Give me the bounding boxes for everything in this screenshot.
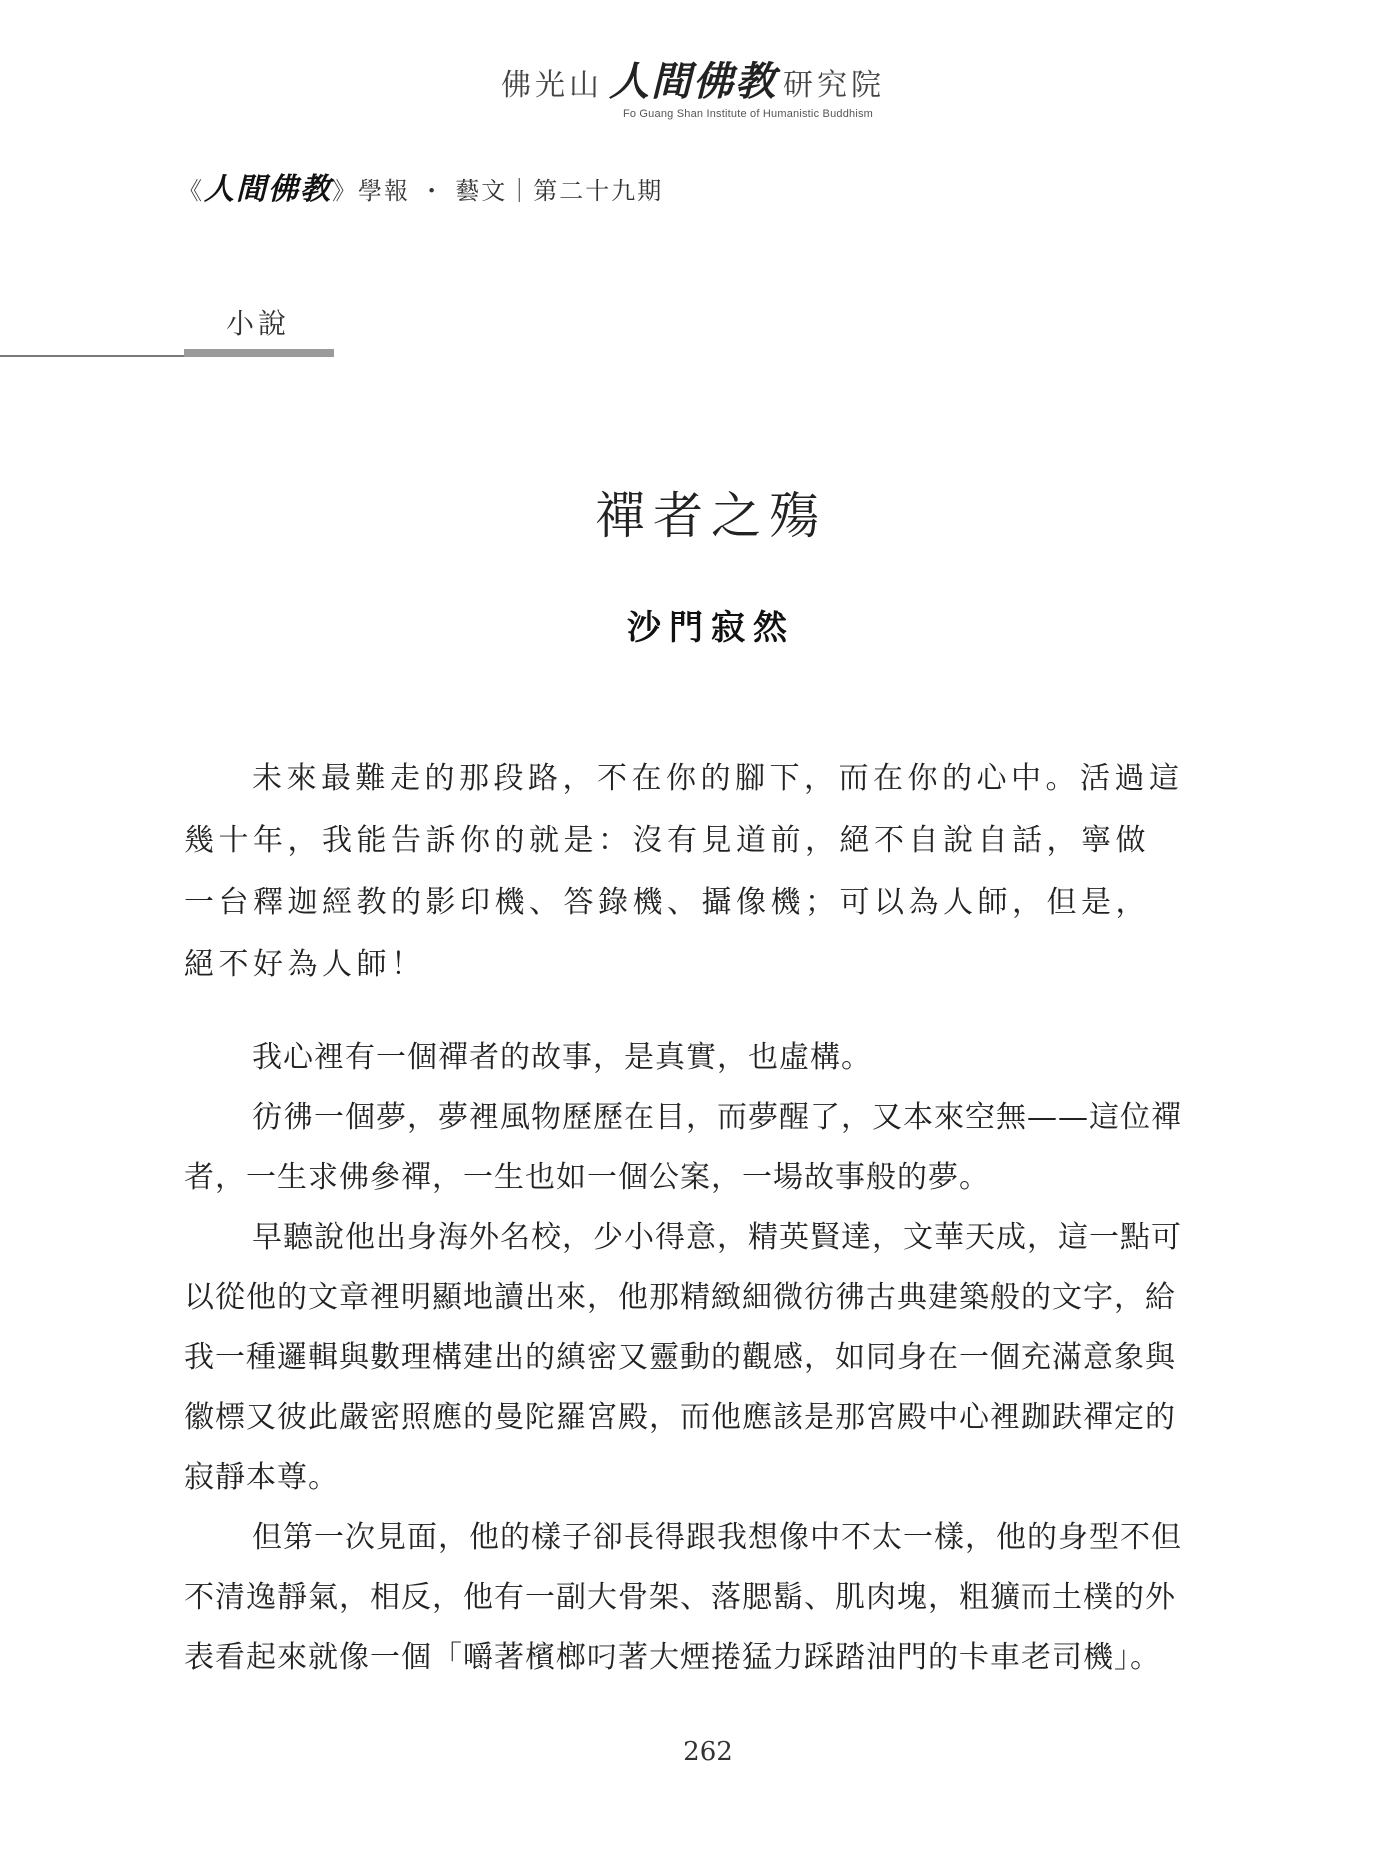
page-number: 262 (683, 1737, 733, 1767)
paragraph: 早聽說他出身海外名校，少小得意，精英賢達，文華天成，這一點可以從他的文章裡明顯地讀出來，他那精緻細微彷彿古典建築般的文字，給我一種邏輯與數理構建出的縝密又靈動的觀感，如同身在一個充滿意象與徽標又彼此嚴密照應的曼陀羅宮殿，而他應該是那宮殿中心裡跏趺禪定的寂靜本尊。 (184, 1220, 1182, 1495)
section-divider-accent (184, 349, 334, 357)
paragraph: 彷彿一個夢，夢裡風物歷歷在目，而夢醒了，又本來空無——這位禪者，一生求佛參禪，一生也如一個公案，一場故事般的夢。 (184, 1100, 1182, 1195)
paragraph: 但第一次見面，他的樣子卻長得跟我想像中不太一樣，他的身型不但不清逸靜氣，相反，他有一副大骨架、落腮鬍、肌肉塊，粗獷而土樸的外表看起來就像一個「嚼著檳榔叼著大煙捲猛力踩踏油門的卡車老司機」。 (184, 1520, 1182, 1675)
article-author: 沙門寂然 (627, 608, 795, 648)
journal-calligraphy: 人間佛教 (204, 172, 332, 207)
epigraph-text: 未來最難走的那段路，不在你的腳下，而在你的心中。活過這幾十年，我能告訴你的就是：沒有見道前，絕不自說自話，寧做一台釋迦經教的影印機、答錄機、攝像機；可以為人師，但是，絕不好為人師！ (184, 761, 1184, 982)
institute-prefix: 佛光山 (501, 68, 603, 103)
institute-name (0, 59, 1386, 106)
institute-english-name: Fo Guang Shan Institute of Humanistic Buddhism (622, 108, 874, 120)
epigraph (184, 748, 1184, 996)
institute-logo (0, 59, 1386, 120)
institute-suffix: 研究院 (783, 68, 885, 103)
institute-calligraphy: 人間佛教 (609, 59, 777, 105)
section-label: 小說 (226, 307, 291, 340)
journal-issue: 》學報 ・ 藝文｜第二十九期 (332, 177, 664, 205)
journal-open-bracket: 《 (178, 177, 204, 205)
article-body (184, 1028, 1184, 1688)
paragraph: 我心裡有一個禪者的故事，是真實，也虛構。 (252, 1040, 872, 1075)
article-title: 禪者之殤 (595, 487, 827, 545)
journal-running-head (178, 164, 663, 208)
